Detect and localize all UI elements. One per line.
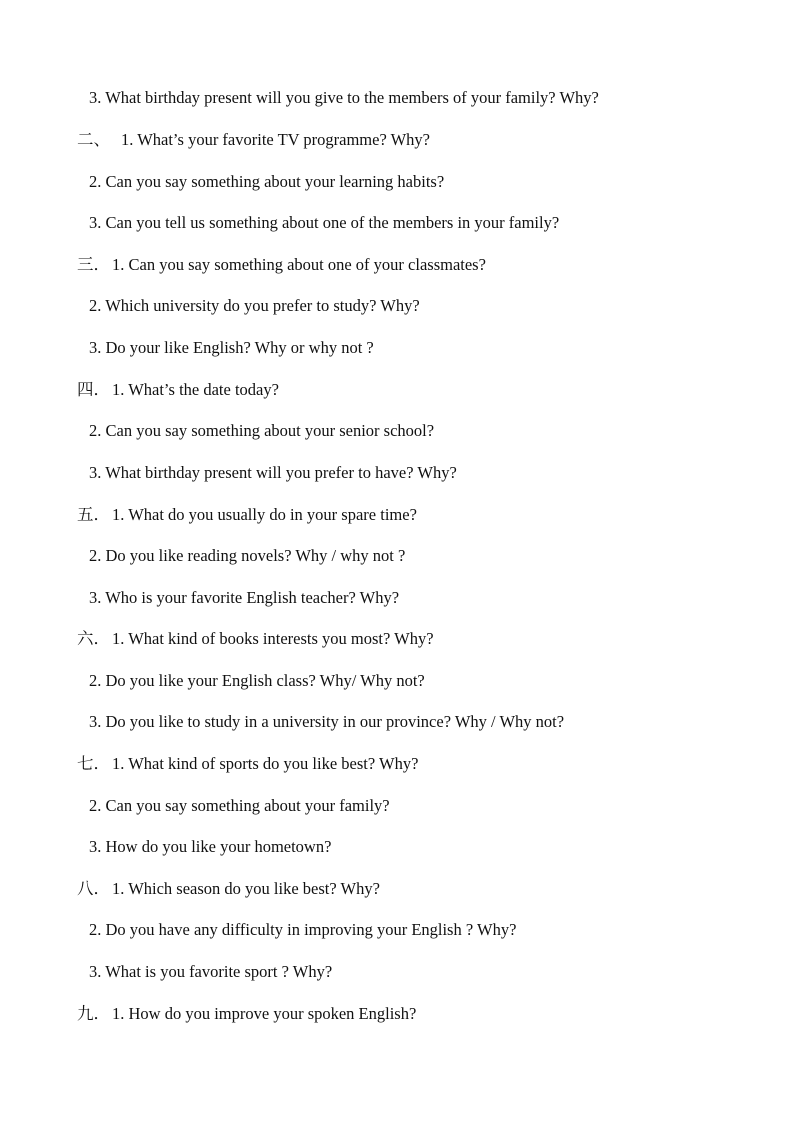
section-number: 九． xyxy=(77,1004,110,1023)
section-2-line xyxy=(77,130,430,150)
question-text: 2. Which university do you prefer to study? Why? xyxy=(89,296,420,315)
section-3-line xyxy=(77,255,486,275)
question-text: 2. Can you say something about your senior school? xyxy=(89,421,435,440)
question-text: 3. Can you tell us something about one of the members in your family? xyxy=(89,213,560,232)
section-number: 七． xyxy=(77,754,110,773)
question-text: 3. Do your like English? Why or why not ? xyxy=(89,338,374,357)
question-text: 1. What kind of books interests you most? Why? xyxy=(112,629,434,648)
question-text: 1. What’s your favorite TV programme? Why? xyxy=(121,130,430,149)
question-text: 2. Can you say something about your family? xyxy=(89,796,390,815)
question-text: 3. How do you like your hometown? xyxy=(89,837,332,856)
section-5-line xyxy=(77,505,417,525)
section-number: 四． xyxy=(77,380,110,399)
question-text: 2. Do you like your English class? Why/ Why not? xyxy=(89,671,425,690)
section-7-line xyxy=(77,754,418,774)
question-line xyxy=(89,796,390,816)
question-text: 1. What kind of sports do you like best? Why? xyxy=(112,754,419,773)
question-text: 2. Do you like reading novels? Why / why not ? xyxy=(89,546,406,565)
section-9-line xyxy=(77,1004,416,1024)
question-text: 1. How do you improve your spoken English? xyxy=(112,1004,417,1023)
question-line xyxy=(89,920,516,940)
question-text: 3. Do you like to study in a university in our province? Why / Why not? xyxy=(89,712,565,731)
question-line xyxy=(89,172,444,192)
question-text: 3. What birthday present will you give to the members of your family? Why? xyxy=(89,88,599,107)
section-8-line xyxy=(77,879,380,899)
question-line xyxy=(89,463,457,483)
question-line xyxy=(89,213,559,233)
section-number: 二、 xyxy=(77,130,110,149)
section-number: 八． xyxy=(77,879,110,898)
question-line xyxy=(89,88,599,108)
section-6-line xyxy=(77,629,434,649)
question-text: 1. What do you usually do in your spare time? xyxy=(112,505,417,524)
section-number: 三． xyxy=(77,255,110,274)
question-line xyxy=(89,712,564,732)
question-text: 3. What birthday present will you prefer to have? Why? xyxy=(89,463,457,482)
question-line xyxy=(89,588,399,608)
question-text: 1. Which season do you like best? Why? xyxy=(112,879,380,898)
question-text: 3. What is you favorite sport ? Why? xyxy=(89,962,333,981)
question-text: 2. Do you have any difficulty in improving your English ? Why? xyxy=(89,920,517,939)
question-line xyxy=(89,546,405,566)
question-text: 1. What’s the date today? xyxy=(112,380,279,399)
question-line xyxy=(89,671,425,691)
section-4-line xyxy=(77,380,279,400)
question-text: 3. Who is your favorite English teacher? Why? xyxy=(89,588,400,607)
question-text: 1. Can you say something about one of your classmates? xyxy=(112,255,486,274)
question-text: 2. Can you say something about your learning habits? xyxy=(89,172,445,191)
question-line xyxy=(89,421,434,441)
question-line xyxy=(89,296,420,316)
question-line xyxy=(89,837,331,857)
section-number: 六． xyxy=(77,629,110,648)
question-line xyxy=(89,338,374,358)
question-line xyxy=(89,962,332,982)
section-number: 五． xyxy=(77,505,110,524)
